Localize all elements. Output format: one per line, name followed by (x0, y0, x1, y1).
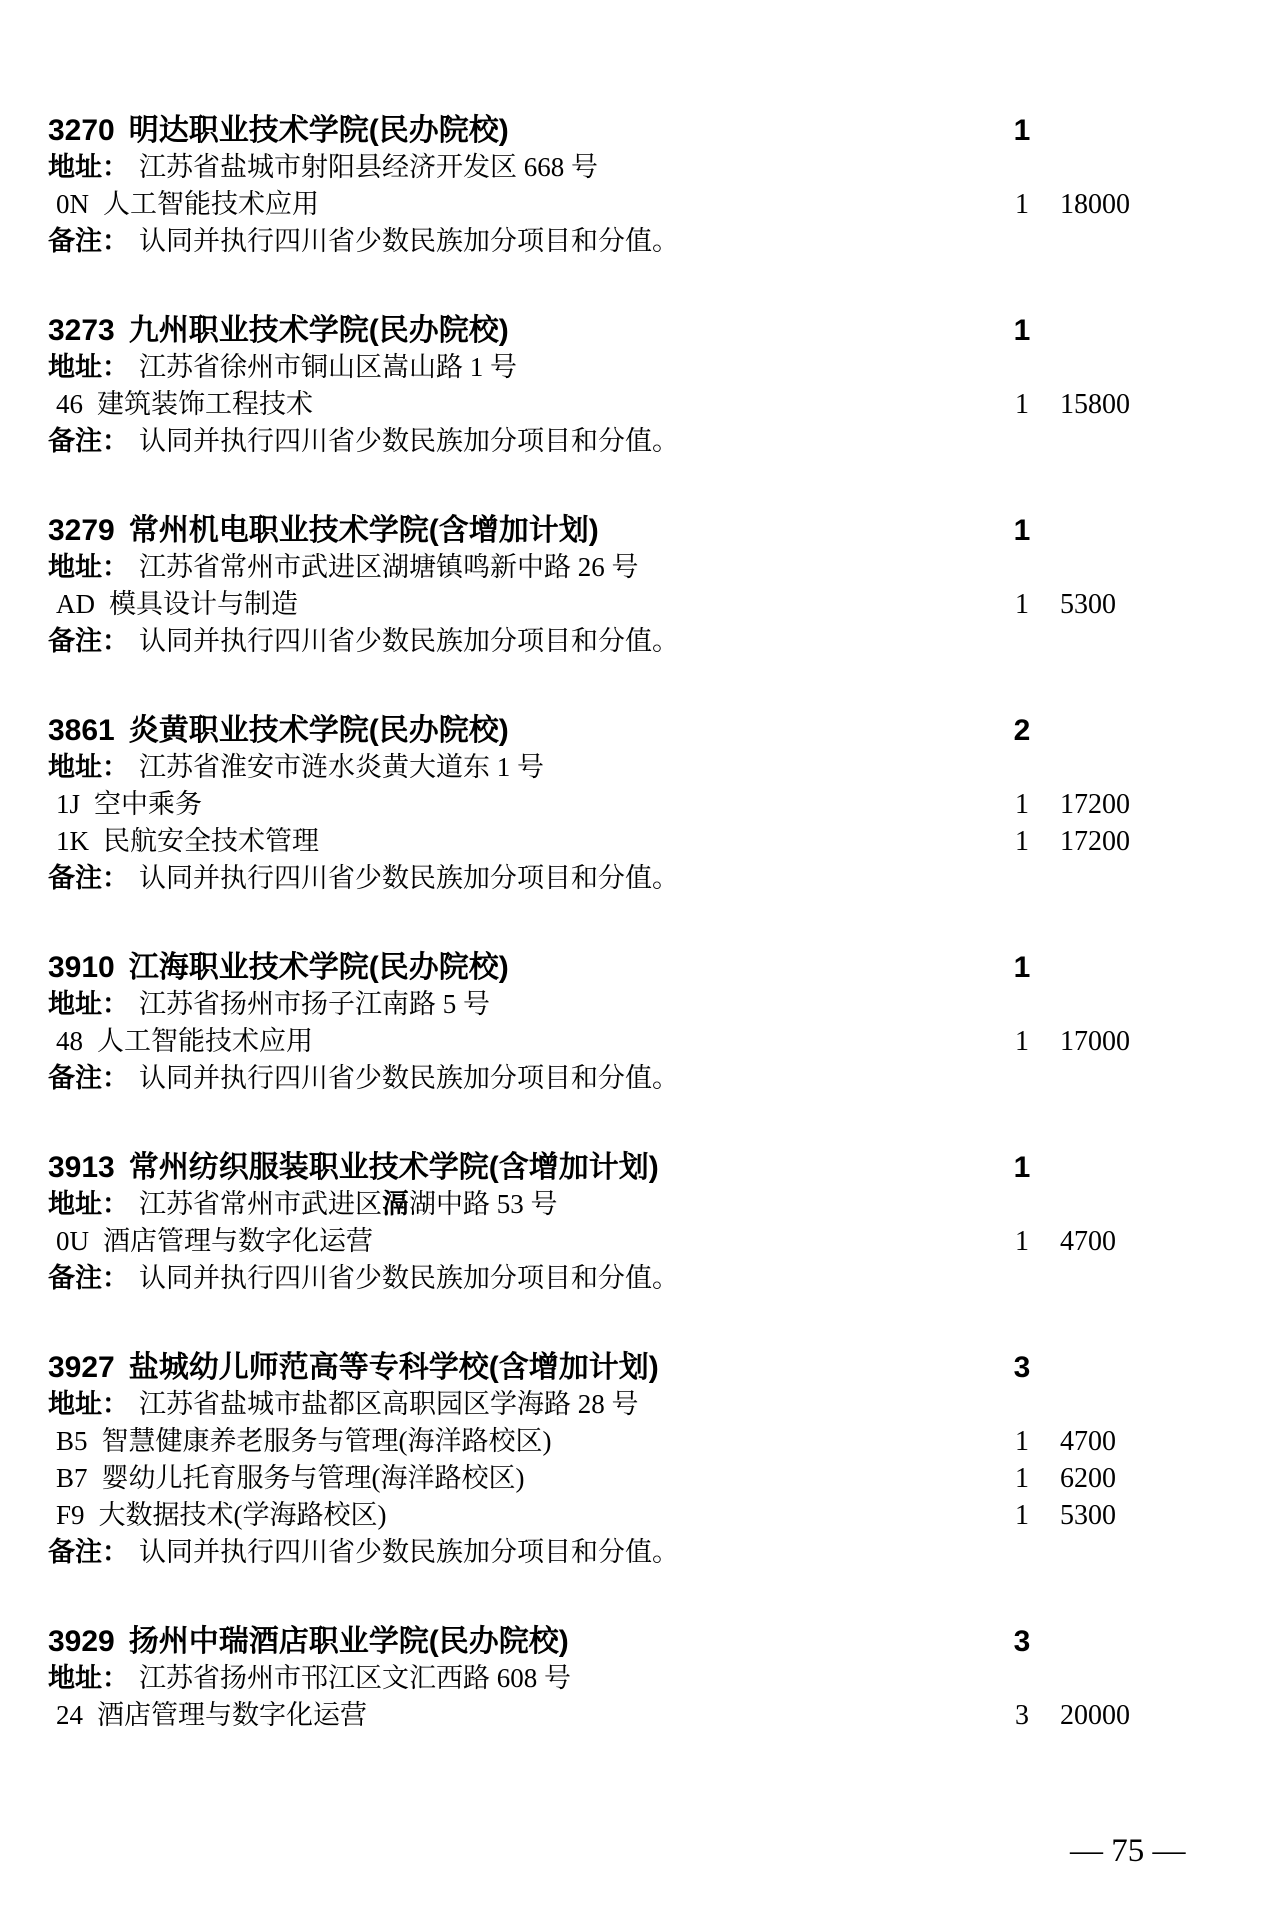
major-count: 1 (1015, 1463, 1029, 1494)
remark-label: 备注： (48, 1537, 129, 1567)
major-code: 1J (56, 789, 81, 819)
major-name: 民航安全技术管理 (103, 826, 319, 856)
college-header (48, 712, 1270, 749)
address-row (48, 749, 1270, 786)
major-name: 酒店管理与数字化运营 (97, 1700, 367, 1730)
college-name: 常州纺织服装职业技术学院(含增加计划) (128, 1151, 659, 1184)
remark-row (48, 1534, 1270, 1571)
major-code: 0U (56, 1226, 89, 1256)
remark-text: 认同并执行四川省少数民族加分项目和分值。 (139, 226, 679, 256)
college-plan-count: 3 (1013, 1625, 1031, 1658)
college-block (48, 1349, 1270, 1571)
major-code: 1K (56, 826, 89, 856)
remark-text: 认同并执行四川省少数民族加分项目和分值。 (139, 1263, 679, 1293)
address-label: 地址： (48, 1663, 129, 1693)
address-label: 地址： (48, 989, 129, 1019)
major-count: 1 (1015, 1500, 1029, 1531)
college-header (48, 512, 1270, 549)
address-label: 地址： (48, 352, 129, 382)
college-name: 盐城幼儿师范高等专科学校(含增加计划) (128, 1351, 659, 1384)
major-tuition: 20000 (1060, 1700, 1130, 1731)
college-list (48, 112, 1270, 1786)
major-code: 46 (56, 389, 83, 419)
remark-row (48, 223, 1270, 260)
college-header (48, 1349, 1270, 1386)
major-row (48, 1423, 1270, 1460)
major-count: 1 (1015, 1226, 1029, 1257)
remark-label: 备注： (48, 1263, 129, 1293)
address-label: 地址： (48, 1389, 129, 1419)
major-code: 48 (56, 1026, 83, 1056)
major-tuition: 5300 (1060, 589, 1116, 620)
major-count: 3 (1015, 1700, 1029, 1731)
major-name: 智慧健康养老服务与管理(海洋路校区) (101, 1426, 552, 1456)
college-code: 3929 (48, 1625, 115, 1658)
major-row (48, 386, 1270, 423)
address-row (48, 986, 1270, 1023)
major-name: 人工智能技术应用 (103, 189, 319, 219)
major-count: 1 (1015, 789, 1029, 820)
major-row (48, 186, 1270, 223)
remark-row (48, 623, 1270, 660)
remark-label: 备注： (48, 1063, 129, 1093)
major-count: 1 (1015, 589, 1029, 620)
major-count: 1 (1015, 389, 1029, 420)
special-glyph: 滆 (382, 1189, 409, 1219)
remark-text: 认同并执行四川省少数民族加分项目和分值。 (139, 1537, 679, 1567)
address-row (48, 1660, 1270, 1697)
college-block (48, 949, 1270, 1097)
address-text: 江苏省盐城市盐都区高职园区学海路 28 号 (139, 1389, 639, 1419)
remark-row (48, 423, 1270, 460)
address-row (48, 149, 1270, 186)
major-name: 空中乘务 (94, 789, 203, 819)
major-tuition: 5300 (1060, 1500, 1116, 1531)
page-number: — 75 — (1070, 1833, 1186, 1869)
remark-label: 备注： (48, 863, 129, 893)
college-code: 3861 (48, 714, 115, 747)
college-header (48, 1149, 1270, 1186)
address-text: 江苏省盐城市射阳县经济开发区 668 号 (139, 152, 598, 182)
major-count: 1 (1015, 1426, 1029, 1457)
major-code: 0N (56, 189, 89, 219)
college-code: 3273 (48, 314, 115, 347)
college-name: 江海职业技术学院(民办院校) (128, 951, 509, 984)
college-name: 明达职业技术学院(民办院校) (128, 114, 509, 147)
remark-label: 备注： (48, 426, 129, 456)
address-row (48, 349, 1270, 386)
major-name: 酒店管理与数字化运营 (103, 1226, 373, 1256)
remark-row (48, 1060, 1270, 1097)
address-label: 地址： (48, 552, 129, 582)
major-tuition: 17000 (1060, 1026, 1130, 1057)
major-name: 模具设计与制造 (109, 589, 298, 619)
remark-row (48, 860, 1270, 897)
address-row (48, 1186, 1270, 1223)
major-tuition: 15800 (1060, 389, 1130, 420)
major-tuition: 6200 (1060, 1463, 1116, 1494)
remark-text: 认同并执行四川省少数民族加分项目和分值。 (139, 863, 679, 893)
major-count: 1 (1015, 826, 1029, 857)
major-row (48, 1223, 1270, 1260)
college-plan-count: 3 (1013, 1351, 1031, 1384)
major-row (48, 1697, 1270, 1734)
college-code: 3270 (48, 114, 115, 147)
college-name: 扬州中瑞酒店职业学院(民办院校) (128, 1625, 569, 1658)
college-block (48, 512, 1270, 660)
address-text: 江苏省徐州市铜山区嵩山路 1 号 (139, 352, 517, 382)
address-row (48, 549, 1270, 586)
college-code: 3279 (48, 514, 115, 547)
major-row (48, 1023, 1270, 1060)
address-text: 江苏省扬州市邗江区文汇西路 608 号 (139, 1663, 571, 1693)
major-row (48, 823, 1270, 860)
remark-text: 认同并执行四川省少数民族加分项目和分值。 (139, 1063, 679, 1093)
major-row (48, 786, 1270, 823)
major-row (48, 1497, 1270, 1534)
college-name: 常州机电职业技术学院(含增加计划) (128, 514, 599, 547)
college-plan-count: 1 (1013, 114, 1031, 147)
college-code: 3910 (48, 951, 115, 984)
major-name: 大数据技术(学海路校区) (98, 1500, 387, 1530)
college-header (48, 949, 1270, 986)
college-block (48, 712, 1270, 897)
major-count: 1 (1015, 189, 1029, 220)
major-name: 婴幼儿托育服务与管理(海洋路校区) (101, 1463, 525, 1493)
college-header (48, 1623, 1270, 1660)
major-code: B5 (56, 1426, 88, 1456)
major-name: 建筑装饰工程技术 (97, 389, 313, 419)
major-row (48, 586, 1270, 623)
major-code: AD (56, 589, 95, 619)
remark-label: 备注： (48, 626, 129, 656)
college-plan-count: 2 (1013, 714, 1031, 747)
college-header (48, 312, 1270, 349)
address-text: 江苏省淮安市涟水炎黄大道东 1 号 (139, 752, 544, 782)
remark-text: 认同并执行四川省少数民族加分项目和分值。 (139, 626, 679, 656)
major-name: 人工智能技术应用 (97, 1026, 313, 1056)
college-name: 九州职业技术学院(民办院校) (128, 314, 509, 347)
college-block (48, 112, 1270, 260)
major-row (48, 1460, 1270, 1497)
address-label: 地址： (48, 1189, 129, 1219)
college-plan-count: 1 (1013, 951, 1031, 984)
college-plan-count: 1 (1013, 514, 1031, 547)
college-code: 3927 (48, 1351, 115, 1384)
college-block (48, 312, 1270, 460)
college-block (48, 1149, 1270, 1297)
address-text: 江苏省常州市武进区湖塘镇鸣新中路 26 号 (139, 552, 639, 582)
address-label: 地址： (48, 152, 129, 182)
major-code: 24 (56, 1700, 83, 1730)
major-tuition: 18000 (1060, 189, 1130, 220)
address-label: 地址： (48, 752, 129, 782)
college-block (48, 1623, 1270, 1734)
address-text: 江苏省扬州市扬子江南路 5 号 (139, 989, 490, 1019)
major-code: B7 (56, 1463, 88, 1493)
college-code: 3913 (48, 1151, 115, 1184)
college-plan-count: 1 (1013, 1151, 1031, 1184)
major-count: 1 (1015, 1026, 1029, 1057)
college-plan-count: 1 (1013, 314, 1031, 347)
remark-row (48, 1260, 1270, 1297)
major-code: F9 (56, 1500, 85, 1530)
major-tuition: 4700 (1060, 1426, 1116, 1457)
college-header (48, 112, 1270, 149)
page-footer (1070, 1833, 1186, 1870)
remark-text: 认同并执行四川省少数民族加分项目和分值。 (139, 426, 679, 456)
remark-label: 备注： (48, 226, 129, 256)
major-tuition: 17200 (1060, 826, 1130, 857)
college-name: 炎黄职业技术学院(民办院校) (128, 714, 509, 747)
major-tuition: 17200 (1060, 789, 1130, 820)
address-text: 江苏省常州市武进区滆湖中路 53 号 (139, 1189, 558, 1219)
address-row (48, 1386, 1270, 1423)
major-tuition: 4700 (1060, 1226, 1116, 1257)
